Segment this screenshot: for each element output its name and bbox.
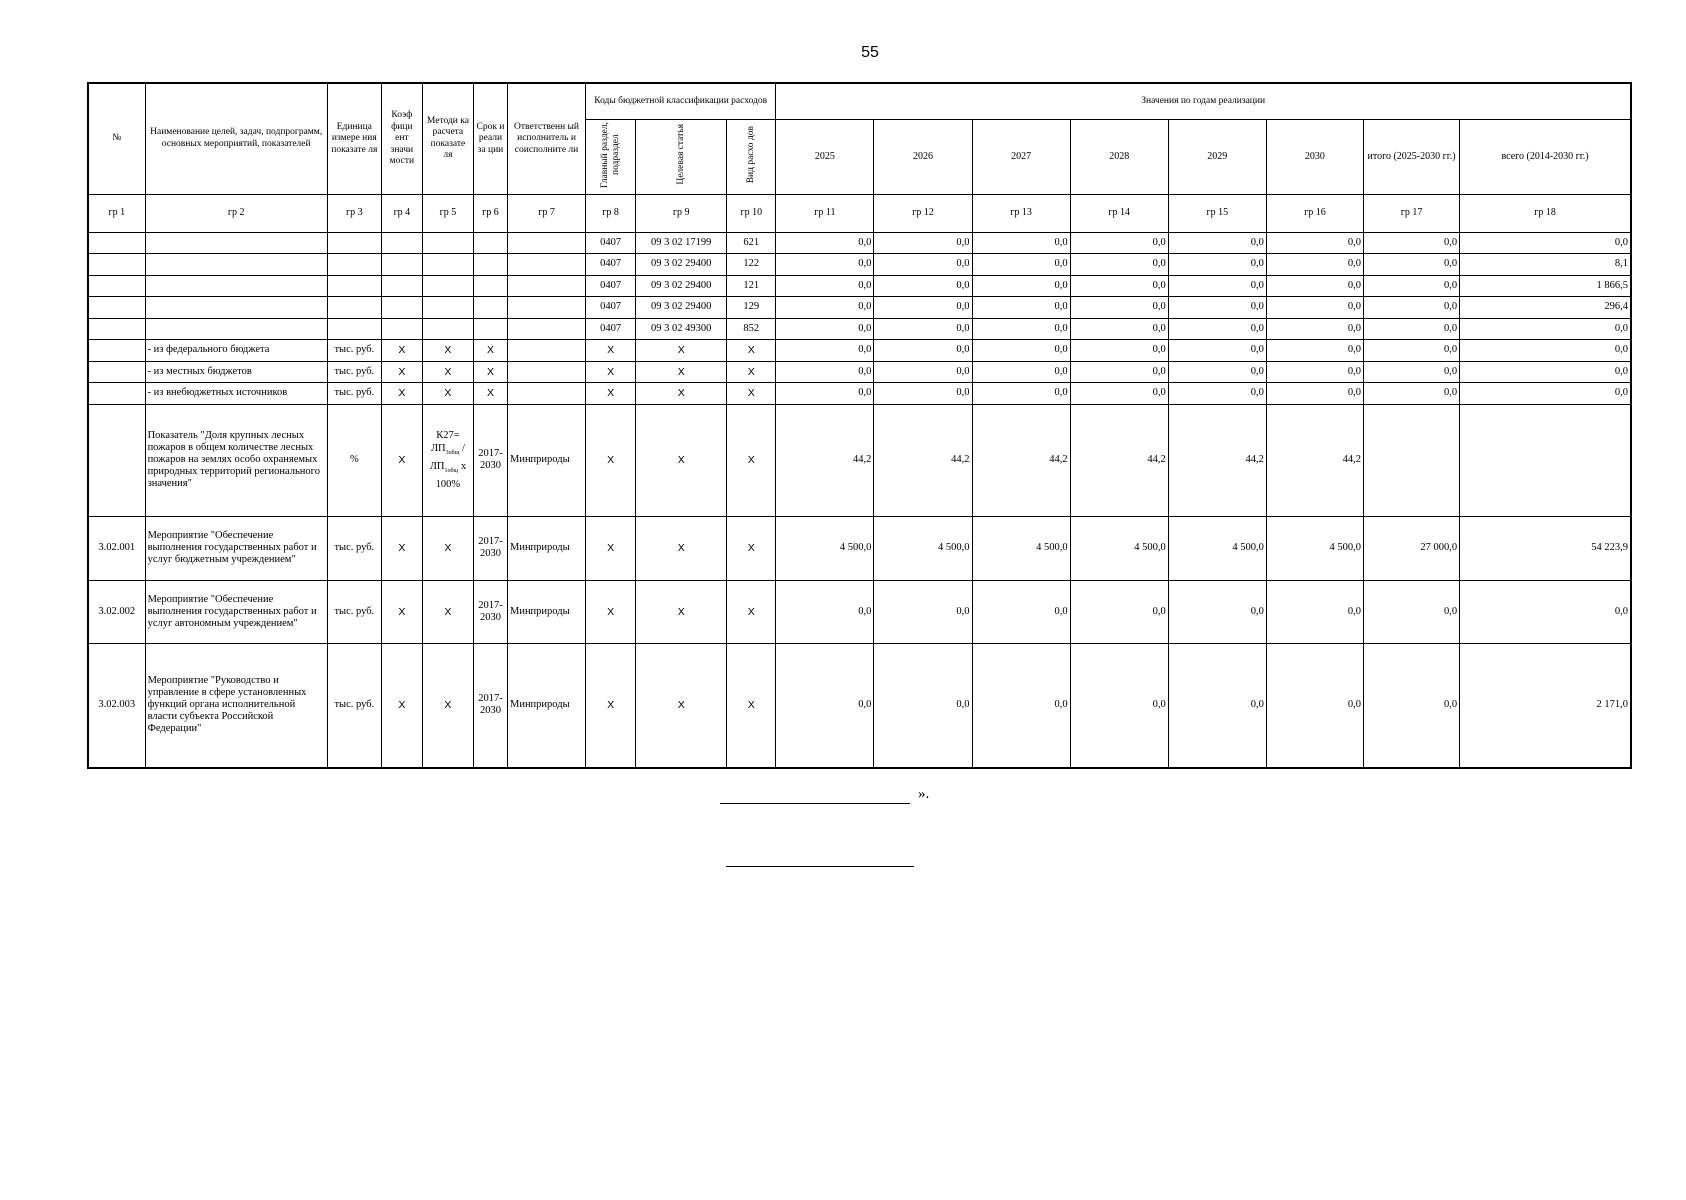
year-value: 0,0 bbox=[776, 254, 874, 276]
measure-code-article: X bbox=[636, 516, 727, 580]
empty-cell bbox=[473, 232, 507, 254]
measure-term-a: 2017- bbox=[478, 599, 503, 611]
measure-code-article: X bbox=[636, 643, 727, 768]
total-2025-2030: 0,0 bbox=[1363, 580, 1459, 643]
year-value: 0,0 bbox=[972, 275, 1070, 297]
source-method: X bbox=[422, 361, 473, 383]
code-row bbox=[88, 297, 1631, 319]
year-value: 0,0 bbox=[874, 643, 972, 768]
year-value: 0,0 bbox=[1168, 297, 1266, 319]
code-rows bbox=[88, 232, 1631, 340]
measure-resp: Минприроды bbox=[507, 580, 585, 643]
year-value: 0,0 bbox=[776, 383, 874, 405]
group-label: гр 13 bbox=[972, 194, 1070, 232]
group-label: гр 14 bbox=[1070, 194, 1168, 232]
source-unit: тыс. руб. bbox=[327, 361, 381, 383]
empty-cell bbox=[88, 275, 145, 297]
header-codes: Коды бюджетной классификации расходов bbox=[586, 83, 776, 119]
year-value: 0,0 bbox=[874, 254, 972, 276]
measure-row bbox=[88, 580, 1631, 643]
indicator-term-b: 2030 bbox=[479, 460, 501, 471]
empty-cell bbox=[507, 383, 585, 405]
indicator-name: Показатель "Доля крупных лесных пожаров в общем количестве лесных пожаров на землях особо охраняемых природных территорий регионального значения" bbox=[145, 404, 327, 516]
year-value: 0,0 bbox=[1070, 297, 1168, 319]
source-rows bbox=[88, 340, 1631, 405]
total-2025-2030: 0,0 bbox=[1363, 340, 1459, 362]
year-value: 0,0 bbox=[776, 232, 874, 254]
page-number: 55 bbox=[861, 44, 879, 61]
total-2014-2030: 1 866,5 bbox=[1460, 275, 1631, 297]
year-value: 0,0 bbox=[1266, 340, 1363, 362]
source-code-section: X bbox=[586, 340, 636, 362]
formula-line3a: ЛП bbox=[429, 461, 445, 472]
code-article: 09 3 02 29400 bbox=[636, 254, 727, 276]
header-total-2014-2030: всего (2014-2030 гг.) bbox=[1460, 119, 1631, 194]
group-label: гр 1 bbox=[88, 194, 145, 232]
measure-term-b: 2030 bbox=[479, 705, 501, 717]
measure-term bbox=[473, 580, 507, 643]
formula-line2b: / bbox=[459, 442, 465, 454]
measure-name: Мероприятие "Руководство и управление в сфере установленных функций органа исполнительной власти субъекта Российской Федерации" bbox=[145, 643, 327, 768]
total-2025-2030: 0,0 bbox=[1363, 643, 1459, 768]
indicator-coef: X bbox=[381, 404, 422, 516]
empty-cell bbox=[88, 297, 145, 319]
year-value: 0,0 bbox=[1168, 383, 1266, 405]
closing-mark: ». bbox=[918, 786, 930, 802]
code-section: 0407 bbox=[586, 318, 636, 340]
empty-cell bbox=[422, 297, 473, 319]
group-label: гр 17 bbox=[1363, 194, 1459, 232]
year-value: 0,0 bbox=[1266, 643, 1363, 768]
year-value: 0,0 bbox=[1168, 254, 1266, 276]
total-2025-2030: 0,0 bbox=[1363, 297, 1459, 319]
indicator-all bbox=[1460, 404, 1631, 516]
source-method: X bbox=[422, 383, 473, 405]
code-kind: 129 bbox=[727, 297, 776, 319]
year-value: 0,0 bbox=[972, 643, 1070, 768]
source-code-article: X bbox=[636, 340, 727, 362]
total-2014-2030: 0,0 bbox=[1460, 318, 1631, 340]
empty-cell bbox=[507, 254, 585, 276]
code-article: 09 3 02 29400 bbox=[636, 275, 727, 297]
empty-cell bbox=[473, 275, 507, 297]
total-2025-2030: 0,0 bbox=[1363, 275, 1459, 297]
indicator-section bbox=[88, 404, 1631, 516]
year-value: 0,0 bbox=[776, 643, 874, 768]
year-value: 4 500,0 bbox=[972, 516, 1070, 580]
measure-term bbox=[473, 516, 507, 580]
budget-table bbox=[87, 82, 1632, 769]
empty-cell bbox=[145, 318, 327, 340]
indicator-unit: % bbox=[327, 404, 381, 516]
indicator-formula bbox=[422, 404, 473, 516]
header-year: 2027 bbox=[972, 119, 1070, 194]
group-label: гр 9 bbox=[636, 194, 727, 232]
year-value: 0,0 bbox=[874, 340, 972, 362]
source-method: X bbox=[422, 340, 473, 362]
measure-coef: X bbox=[381, 643, 422, 768]
header-code-article: Целевая статья bbox=[675, 124, 686, 185]
header-year: 2025 bbox=[776, 119, 874, 194]
measure-code-article: X bbox=[636, 580, 727, 643]
year-value: 4 500,0 bbox=[1266, 516, 1363, 580]
code-kind: 852 bbox=[727, 318, 776, 340]
code-section: 0407 bbox=[586, 297, 636, 319]
year-value: 0,0 bbox=[972, 297, 1070, 319]
empty-cell bbox=[88, 361, 145, 383]
formula-line3b: x bbox=[458, 461, 467, 472]
year-value: 0,0 bbox=[1070, 361, 1168, 383]
empty-cell bbox=[381, 254, 422, 276]
year-value: 0,0 bbox=[1070, 580, 1168, 643]
formula-sub2: 1общ bbox=[444, 468, 459, 475]
year-value: 0,0 bbox=[972, 318, 1070, 340]
year-value: 0,0 bbox=[1070, 254, 1168, 276]
code-row bbox=[88, 318, 1631, 340]
total-2014-2030: 0,0 bbox=[1460, 383, 1631, 405]
measure-method: X bbox=[422, 643, 473, 768]
indicator-value: 44,2 bbox=[1266, 404, 1363, 516]
code-row bbox=[88, 254, 1631, 276]
header-unit: Единица измере ния показате ля bbox=[327, 83, 381, 194]
measure-unit: тыс. руб. bbox=[327, 516, 381, 580]
source-unit: тыс. руб. bbox=[327, 383, 381, 405]
year-value: 0,0 bbox=[1266, 318, 1363, 340]
indicator-value: 44,2 bbox=[874, 404, 972, 516]
year-value: 4 500,0 bbox=[1168, 516, 1266, 580]
header-year: 2028 bbox=[1070, 119, 1168, 194]
measure-coef: X bbox=[381, 580, 422, 643]
empty-cell bbox=[327, 297, 381, 319]
empty-cell bbox=[507, 318, 585, 340]
measure-code-section: X bbox=[586, 580, 636, 643]
measure-method: X bbox=[422, 516, 473, 580]
code-article: 09 3 02 29400 bbox=[636, 297, 727, 319]
measure-term-a: 2017- bbox=[478, 693, 503, 705]
header-num: № bbox=[88, 83, 145, 194]
indicator-term-a: 2017- bbox=[478, 448, 503, 459]
year-value: 0,0 bbox=[776, 275, 874, 297]
group-label: гр 8 bbox=[586, 194, 636, 232]
measure-row bbox=[88, 516, 1631, 580]
year-value: 0,0 bbox=[1168, 340, 1266, 362]
year-value: 0,0 bbox=[776, 340, 874, 362]
year-value: 0,0 bbox=[972, 340, 1070, 362]
total-2014-2030: 8,1 bbox=[1460, 254, 1631, 276]
indicator-total bbox=[1363, 404, 1459, 516]
code-article: 09 3 02 49300 bbox=[636, 318, 727, 340]
empty-cell bbox=[88, 318, 145, 340]
total-2014-2030: 0,0 bbox=[1460, 232, 1631, 254]
source-code-kind: X bbox=[727, 361, 776, 383]
indicator-value: 44,2 bbox=[972, 404, 1070, 516]
year-value: 0,0 bbox=[972, 580, 1070, 643]
empty-cell bbox=[327, 254, 381, 276]
source-name: - из федерального бюджета bbox=[145, 340, 327, 362]
measure-unit: тыс. руб. bbox=[327, 580, 381, 643]
measure-name: Мероприятие "Обеспечение выполнения государственных работ и услуг автономным учреждением" bbox=[145, 580, 327, 643]
year-value: 0,0 bbox=[874, 383, 972, 405]
measure-resp: Минприроды bbox=[507, 643, 585, 768]
group-label: гр 15 bbox=[1168, 194, 1266, 232]
indicator-resp: Минприроды bbox=[507, 404, 585, 516]
indicator-code-kind: X bbox=[727, 404, 776, 516]
header-total-2025-2030: итого (2025-2030 гг.) bbox=[1363, 119, 1459, 194]
header-year: 2030 bbox=[1266, 119, 1363, 194]
formula-line4: 100% bbox=[435, 479, 461, 491]
header-method: Методи ка расчета показате ля bbox=[422, 83, 473, 194]
source-code-article: X bbox=[636, 361, 727, 383]
year-value: 0,0 bbox=[1070, 318, 1168, 340]
indicator-code-section: X bbox=[586, 404, 636, 516]
empty-cell bbox=[145, 297, 327, 319]
source-term: X bbox=[473, 361, 507, 383]
total-2025-2030: 0,0 bbox=[1363, 254, 1459, 276]
closing-line bbox=[720, 803, 910, 804]
source-coef: X bbox=[381, 340, 422, 362]
year-value: 0,0 bbox=[1168, 643, 1266, 768]
source-row bbox=[88, 340, 1631, 362]
group-label: гр 16 bbox=[1266, 194, 1363, 232]
year-value: 0,0 bbox=[1168, 361, 1266, 383]
year-value: 0,0 bbox=[1168, 318, 1266, 340]
measure-coef: X bbox=[381, 516, 422, 580]
empty-cell bbox=[88, 340, 145, 362]
header-code-section-cell bbox=[586, 119, 636, 194]
source-code-kind: X bbox=[727, 383, 776, 405]
empty-cell bbox=[381, 275, 422, 297]
total-2025-2030: 0,0 bbox=[1363, 232, 1459, 254]
year-value: 0,0 bbox=[874, 232, 972, 254]
measure-method: X bbox=[422, 580, 473, 643]
total-2025-2030: 0,0 bbox=[1363, 383, 1459, 405]
group-label: гр 11 bbox=[776, 194, 874, 232]
empty-cell bbox=[145, 254, 327, 276]
code-kind: 122 bbox=[727, 254, 776, 276]
empty-cell bbox=[88, 232, 145, 254]
group-label: гр 10 bbox=[727, 194, 776, 232]
code-section: 0407 bbox=[586, 254, 636, 276]
source-term: X bbox=[473, 340, 507, 362]
empty-cell bbox=[145, 232, 327, 254]
empty-cell bbox=[422, 318, 473, 340]
measure-unit: тыс. руб. bbox=[327, 643, 381, 768]
group-label: гр 18 bbox=[1460, 194, 1631, 232]
year-value: 0,0 bbox=[874, 275, 972, 297]
year-value: 0,0 bbox=[874, 580, 972, 643]
year-value: 0,0 bbox=[1070, 643, 1168, 768]
empty-cell bbox=[507, 275, 585, 297]
total-2014-2030: 0,0 bbox=[1460, 580, 1631, 643]
measure-code-kind: X bbox=[727, 516, 776, 580]
group-label: гр 6 bbox=[473, 194, 507, 232]
header-code-article-cell bbox=[636, 119, 727, 194]
total-2025-2030: 0,0 bbox=[1363, 318, 1459, 340]
source-coef: X bbox=[381, 383, 422, 405]
empty-cell bbox=[145, 275, 327, 297]
year-value: 4 500,0 bbox=[1070, 516, 1168, 580]
empty-cell bbox=[473, 297, 507, 319]
source-code-section: X bbox=[586, 383, 636, 405]
indicator-row bbox=[88, 404, 1631, 516]
source-row bbox=[88, 383, 1631, 405]
measure-resp: Минприроды bbox=[507, 516, 585, 580]
header-code-section: Главный раздел, подраздел bbox=[599, 121, 621, 188]
source-name: - из местных бюджетов bbox=[145, 361, 327, 383]
header-year: 2026 bbox=[874, 119, 972, 194]
formula-line1: К27= bbox=[436, 429, 460, 441]
indicator-term bbox=[473, 404, 507, 516]
header-term: Срок и реали за ции bbox=[473, 83, 507, 194]
header-code-kind: Вид расхо дов bbox=[745, 125, 756, 184]
year-value: 0,0 bbox=[776, 318, 874, 340]
total-2014-2030: 0,0 bbox=[1460, 361, 1631, 383]
total-2014-2030: 54 223,9 bbox=[1460, 516, 1631, 580]
indicator-num bbox=[88, 404, 145, 516]
source-code-kind: X bbox=[727, 340, 776, 362]
header-year: 2029 bbox=[1168, 119, 1266, 194]
indicator-code-article: X bbox=[636, 404, 727, 516]
year-value: 0,0 bbox=[1070, 232, 1168, 254]
measure-code: 3.02.002 bbox=[88, 580, 145, 643]
year-value: 0,0 bbox=[776, 580, 874, 643]
source-unit: тыс. руб. bbox=[327, 340, 381, 362]
year-value: 0,0 bbox=[1266, 383, 1363, 405]
source-code-article: X bbox=[636, 383, 727, 405]
code-kind: 621 bbox=[727, 232, 776, 254]
formula-line2a: ЛП bbox=[430, 442, 446, 454]
year-value: 0,0 bbox=[874, 361, 972, 383]
measure-code-section: X bbox=[586, 643, 636, 768]
total-2014-2030: 2 171,0 bbox=[1460, 643, 1631, 768]
year-value: 0,0 bbox=[972, 254, 1070, 276]
year-value: 0,0 bbox=[1266, 232, 1363, 254]
measure-name: Мероприятие "Обеспечение выполнения государственных работ и услуг бюджетным учреждением" bbox=[145, 516, 327, 580]
empty-cell bbox=[473, 318, 507, 340]
source-row bbox=[88, 361, 1631, 383]
empty-cell bbox=[381, 297, 422, 319]
year-value: 0,0 bbox=[972, 383, 1070, 405]
measure-row bbox=[88, 643, 1631, 768]
header-code-kind-cell bbox=[727, 119, 776, 194]
code-row bbox=[88, 232, 1631, 254]
empty-cell bbox=[88, 254, 145, 276]
empty-cell bbox=[507, 232, 585, 254]
empty-cell bbox=[422, 275, 473, 297]
year-value: 0,0 bbox=[776, 361, 874, 383]
empty-cell bbox=[327, 318, 381, 340]
year-value: 0,0 bbox=[1070, 383, 1168, 405]
year-value: 0,0 bbox=[1168, 232, 1266, 254]
source-code-section: X bbox=[586, 361, 636, 383]
measure-term-b: 2030 bbox=[479, 548, 501, 559]
year-value: 0,0 bbox=[972, 361, 1070, 383]
year-value: 0,0 bbox=[1168, 580, 1266, 643]
indicator-value: 44,2 bbox=[1070, 404, 1168, 516]
indicator-value: 44,2 bbox=[1168, 404, 1266, 516]
total-2025-2030: 0,0 bbox=[1363, 361, 1459, 383]
empty-cell bbox=[88, 383, 145, 405]
header-resp: Ответственн ый исполнитель и соисполните ли bbox=[507, 83, 585, 194]
measure-code-section: X bbox=[586, 516, 636, 580]
group-label: гр 5 bbox=[422, 194, 473, 232]
measure-rows bbox=[88, 516, 1631, 768]
header-values: Значения по годам реализации bbox=[776, 83, 1631, 119]
total-2014-2030: 296,4 bbox=[1460, 297, 1631, 319]
header-coef: Коэф фици ент значи мости bbox=[381, 83, 422, 194]
measure-code: 3.02.003 bbox=[88, 643, 145, 768]
code-section: 0407 bbox=[586, 232, 636, 254]
year-value: 0,0 bbox=[874, 297, 972, 319]
code-row bbox=[88, 275, 1631, 297]
empty-cell bbox=[507, 361, 585, 383]
empty-cell bbox=[473, 254, 507, 276]
formula-sub1: 3общ bbox=[445, 450, 460, 456]
year-value: 4 500,0 bbox=[874, 516, 972, 580]
total-2014-2030: 0,0 bbox=[1460, 340, 1631, 362]
measure-code-kind: X bbox=[727, 643, 776, 768]
empty-cell bbox=[422, 232, 473, 254]
empty-cell bbox=[381, 232, 422, 254]
total-2025-2030: 27 000,0 bbox=[1363, 516, 1459, 580]
group-label: гр 12 bbox=[874, 194, 972, 232]
year-value: 0,0 bbox=[874, 318, 972, 340]
year-value: 0,0 bbox=[1266, 580, 1363, 643]
code-kind: 121 bbox=[727, 275, 776, 297]
year-value: 0,0 bbox=[1070, 275, 1168, 297]
source-name: - из внебюджетных источников bbox=[145, 383, 327, 405]
year-value: 0,0 bbox=[1168, 275, 1266, 297]
year-value: 0,0 bbox=[1070, 340, 1168, 362]
indicator-value: 44,2 bbox=[776, 404, 874, 516]
header-name: Наименование целей, задач, подпрограмм, основных мероприятий, показателей bbox=[145, 83, 327, 194]
group-label: гр 2 bbox=[145, 194, 327, 232]
empty-cell bbox=[422, 254, 473, 276]
group-label: гр 7 bbox=[507, 194, 585, 232]
code-section: 0407 bbox=[586, 275, 636, 297]
bottom-line bbox=[726, 866, 914, 867]
year-value: 0,0 bbox=[1266, 254, 1363, 276]
empty-cell bbox=[327, 232, 381, 254]
empty-cell bbox=[507, 340, 585, 362]
source-coef: X bbox=[381, 361, 422, 383]
year-value: 0,0 bbox=[972, 232, 1070, 254]
measure-code-kind: X bbox=[727, 580, 776, 643]
measure-code: 3.02.001 bbox=[88, 516, 145, 580]
source-term: X bbox=[473, 383, 507, 405]
year-value: 0,0 bbox=[1266, 275, 1363, 297]
measure-term-b: 2030 bbox=[479, 611, 501, 623]
group-label: гр 3 bbox=[327, 194, 381, 232]
year-value: 0,0 bbox=[1266, 361, 1363, 383]
empty-cell bbox=[381, 318, 422, 340]
code-article: 09 3 02 17199 bbox=[636, 232, 727, 254]
group-label: гр 4 bbox=[381, 194, 422, 232]
measure-term-a: 2017- bbox=[478, 536, 503, 547]
year-value: 0,0 bbox=[1266, 297, 1363, 319]
year-value: 4 500,0 bbox=[776, 516, 874, 580]
measure-term bbox=[473, 643, 507, 768]
year-value: 0,0 bbox=[776, 297, 874, 319]
empty-cell bbox=[327, 275, 381, 297]
empty-cell bbox=[507, 297, 585, 319]
